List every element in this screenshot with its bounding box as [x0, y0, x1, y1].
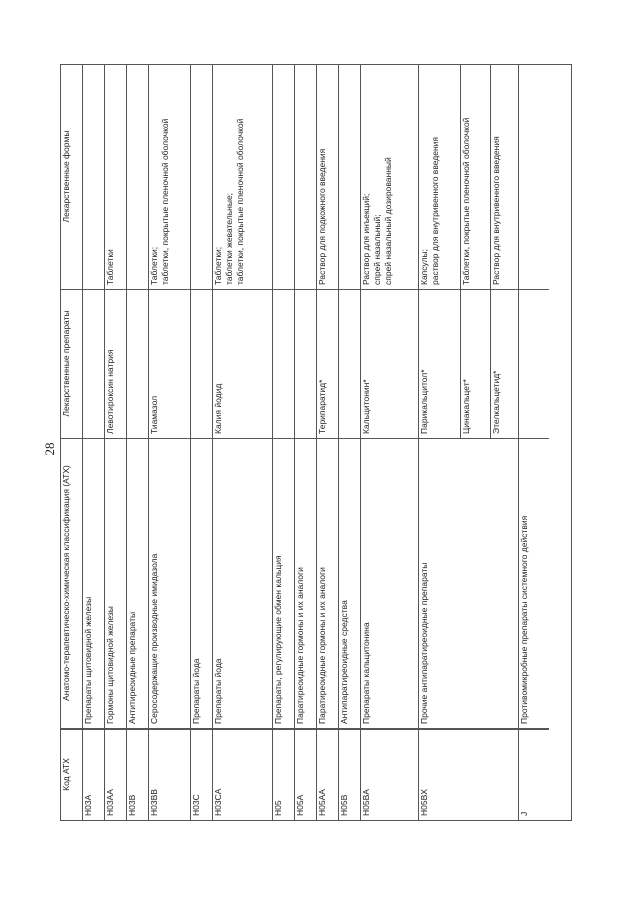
forms-cell-text: [213, 65, 246, 289]
table-row: [105, 65, 127, 820]
drug-cell-line: Левотироксин натрия: [105, 349, 115, 434]
classification-cell: [149, 439, 190, 729]
table-row: [295, 65, 317, 820]
classification-cell-line: Паратиреоидные гормоны и их аналоги: [317, 567, 327, 724]
code-cell: [339, 729, 360, 820]
code-cell-line: H03A: [83, 794, 93, 816]
table-row: [213, 65, 273, 820]
classification-cell: [105, 439, 126, 729]
forms-cell-text: [149, 65, 171, 289]
drug-cell: [149, 290, 190, 439]
forms-cell-text: [361, 65, 394, 289]
forms-cell-text: [461, 65, 472, 289]
table-row: [83, 65, 105, 820]
table-row: [419, 65, 461, 820]
code-cell: [519, 729, 549, 820]
table-row: [519, 65, 549, 820]
classification-cell-text: [295, 439, 306, 728]
drug-cell-line: Тиамазол: [149, 395, 159, 434]
classification-cell-text: [361, 439, 372, 728]
code-cell-line: H05BA: [361, 789, 371, 816]
header-classification-line: Анатомо-терапевтическо-химическая классификация (АТХ): [61, 465, 71, 701]
classification-cell: [295, 439, 316, 729]
code-cell: [83, 729, 104, 820]
code-cell-text: [519, 729, 530, 820]
drug-cell: [105, 290, 126, 439]
drug-cell: [461, 290, 490, 439]
drug-classification-table: [60, 64, 572, 821]
code-cell-line: H03BB: [149, 789, 159, 816]
forms-cell-line: Раствор для подкожного введения: [317, 148, 327, 285]
drug-cell: [295, 290, 316, 439]
header-drugs-line: Лекарственные препараты: [61, 310, 71, 417]
drug-cell-text: [213, 290, 224, 438]
classification-cell-text: [213, 439, 224, 728]
classification-cell: [419, 439, 519, 729]
forms-cell-line: Раствор для инъекций;: [361, 193, 371, 285]
drug-cell: [317, 290, 338, 439]
forms-cell: [213, 65, 272, 290]
forms-cell-line: Таблетки;: [149, 246, 159, 285]
drug-cell: [273, 290, 294, 439]
code-cell-text: [191, 729, 202, 820]
classification-cell-text: [339, 439, 350, 728]
classification-cell-text: [519, 439, 530, 728]
header-drugs: [61, 290, 82, 439]
forms-cell-line: спрей назальный дозированный: [383, 157, 393, 285]
classification-cell-line: Антитиреоидные препараты: [127, 611, 137, 724]
forms-cell-line: таблетки, покрытые пленочной оболочкой: [235, 118, 245, 285]
table-row: [361, 65, 419, 820]
classification-cell: [361, 439, 418, 729]
table-row: [149, 65, 191, 820]
forms-cell: [295, 65, 316, 290]
drug-cell-line: Этелкальцетид*: [491, 370, 501, 434]
code-cell-line: H03B: [127, 794, 137, 816]
table-row: [339, 65, 361, 820]
table-row: [191, 65, 213, 820]
classification-cell: [273, 439, 294, 729]
drug-cell-text: [491, 290, 502, 438]
classification-cell-line: Препараты йода: [213, 658, 223, 724]
classification-cell-text: [105, 439, 116, 728]
forms-cell: [149, 65, 190, 290]
forms-cell-text: [419, 65, 441, 289]
code-cell: [361, 729, 418, 820]
classification-cell: [191, 439, 212, 729]
classification-cell-line: Антипаратиреоидные средства: [339, 600, 349, 724]
forms-cell-line: Таблетки, покрытые пленочной оболочкой: [461, 117, 471, 285]
classification-cell: [339, 439, 360, 729]
table-row: [317, 65, 339, 820]
drug-cell-text: [149, 290, 160, 438]
drug-cell: [213, 290, 272, 439]
drug-cell: [419, 290, 460, 439]
code-cell: [273, 729, 294, 820]
forms-cell: [273, 65, 294, 290]
header-forms: [61, 65, 82, 290]
code-cell-text: [83, 729, 94, 820]
drug-cell-line: Парикальцитол*: [419, 369, 429, 434]
classification-cell-text: [149, 439, 160, 728]
header-code-text: [61, 729, 72, 820]
forms-cell-line: таблетки жевательные;: [224, 192, 234, 285]
classification-cell-text: [419, 439, 430, 728]
code-cell-text: [127, 729, 138, 820]
table-header-row: [61, 65, 83, 820]
code-cell-text: [295, 729, 306, 820]
classification-cell-text: [83, 439, 94, 728]
code-cell: [149, 729, 190, 820]
forms-cell: [339, 65, 360, 290]
table-row: [273, 65, 295, 820]
code-cell-text: [213, 729, 224, 820]
drug-cell-line: Цинакальцет*: [461, 379, 471, 434]
forms-cell: [419, 65, 460, 290]
code-cell-line: H05A: [295, 794, 305, 816]
classification-cell-line: Паратиреоидные гормоны и их аналоги: [295, 567, 305, 724]
forms-cell: [519, 65, 549, 290]
forms-cell: [83, 65, 104, 290]
forms-cell-line: Таблетки;: [213, 246, 223, 285]
code-cell-text: [149, 729, 160, 820]
forms-cell-line: таблетки, покрытые пленочной оболочкой: [160, 118, 170, 285]
code-cell-text: [105, 729, 116, 820]
header-classification-text: [61, 439, 72, 728]
drug-cell-text: [461, 290, 472, 438]
forms-cell-line: спрей назальный;: [372, 214, 382, 285]
drug-cell-text: [361, 290, 372, 438]
forms-cell-line: Таблетки: [105, 249, 115, 285]
code-cell-text: [317, 729, 328, 820]
table-row: [127, 65, 149, 820]
drug-cell: [83, 290, 104, 439]
drug-cell: [519, 290, 549, 439]
code-cell: [295, 729, 316, 820]
forms-cell-line: раствор для внутривенного введения: [430, 136, 440, 285]
forms-cell-line: Раствор для внутривенного введения: [491, 136, 501, 285]
drug-cell: [361, 290, 418, 439]
forms-cell-line: Капсулы;: [419, 248, 429, 285]
forms-cell: [191, 65, 212, 290]
header-classification: [61, 439, 82, 729]
drug-cell: [127, 290, 148, 439]
forms-cell-text: [317, 65, 328, 289]
code-cell-text: [339, 729, 350, 820]
classification-cell-line: Прочие антипаратиреоидные препараты: [419, 562, 429, 724]
code-cell-text: [419, 729, 430, 820]
classification-cell-line: Препараты кальцитонина: [361, 622, 371, 724]
classification-cell: [127, 439, 148, 729]
forms-cell: [461, 65, 490, 290]
forms-cell: [361, 65, 418, 290]
classification-cell-line: Серосодержащие производные имидазола: [149, 553, 159, 724]
forms-cell: [317, 65, 338, 290]
forms-cell-text: [105, 65, 116, 289]
drug-cell: [191, 290, 212, 439]
classification-cell-text: [273, 439, 284, 728]
drug-cell-line: Терипаратид*: [317, 379, 327, 434]
drug-cell-line: Кальцитонин*: [361, 379, 371, 434]
classification-cell: [83, 439, 104, 729]
code-cell: [419, 729, 519, 820]
code-cell-text: [273, 729, 284, 820]
header-code: [61, 729, 82, 820]
code-cell-line: H05B: [339, 794, 349, 816]
forms-cell-text: [491, 65, 502, 289]
code-cell-line: H03AA: [105, 789, 115, 816]
header-drugs-text: [61, 290, 72, 438]
classification-cell-line: Противомикробные препараты системного действия: [519, 515, 529, 724]
forms-cell: [127, 65, 148, 290]
code-cell: [191, 729, 212, 820]
drug-cell-line: Калия йодид: [213, 383, 223, 434]
classification-cell-text: [127, 439, 138, 728]
code-cell-line: H05BX: [419, 789, 429, 816]
header-forms-text: [61, 65, 72, 289]
classification-cell: [213, 439, 272, 729]
drug-cell: [491, 290, 518, 439]
code-cell: [127, 729, 148, 820]
classification-cell-line: Препараты йода: [191, 658, 201, 724]
code-cell-line: H03C: [191, 794, 201, 816]
header-forms-line: Лекарственные формы: [61, 130, 71, 223]
drug-cell-text: [419, 290, 430, 438]
classification-cell-text: [317, 439, 328, 728]
forms-cell: [105, 65, 126, 290]
classification-cell: [519, 439, 549, 729]
code-cell-line: J: [519, 811, 529, 816]
code-cell: [105, 729, 126, 820]
drug-cell: [339, 290, 360, 439]
drug-cell-text: [105, 290, 116, 438]
forms-cell: [491, 65, 518, 290]
code-cell-line: H05AA: [317, 789, 327, 816]
page-number: 28: [42, 442, 57, 456]
drug-cell-text: [317, 290, 328, 438]
header-code-line: Код АТХ: [61, 758, 71, 791]
classification-cell-line: Препараты щитовидной железы: [83, 596, 93, 724]
code-cell-line: H03CA: [213, 788, 223, 816]
classification-cell-text: [191, 439, 202, 728]
classification-cell-line: Препараты, регулирующие обмен кальция: [273, 555, 283, 724]
code-cell-line: H05: [273, 800, 283, 816]
code-cell-text: [361, 729, 372, 820]
code-cell: [317, 729, 338, 820]
code-cell: [213, 729, 272, 820]
classification-cell-line: Гормоны щитовидной железы: [105, 606, 115, 724]
classification-cell: [317, 439, 338, 729]
